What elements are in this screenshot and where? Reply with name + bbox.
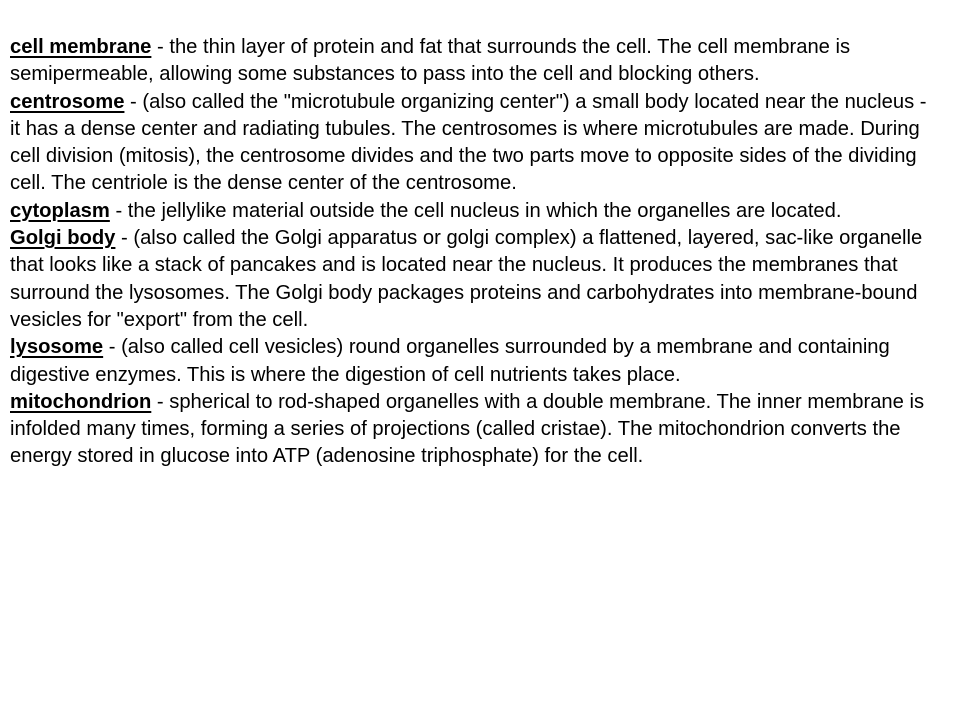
term-link-lysosome[interactable]: lysosome [10,336,104,359]
glossary-entry-golgi-body [10,225,940,334]
definition-cytoplasm: - the jellylike material outside the cell nucleus in which the organelles are located. [109,199,842,222]
definition-golgi-body: - (also called the Golgi apparatus or golgi complex) a flattened, layered, sac-like organelle that looks like a stack of pancakes and is located near the nucleus. It produces the membranes that surround the lysosomes. The Golgi body packages proteins and carbohydrates into membrane-bound vesicles for "export" from the cell. [10,227,923,331]
term-link-centrosome[interactable]: centrosome [10,90,125,113]
definition-mitochondrion: - spherical to rod-shaped organelles with a double membrane. The inner membrane is infolded many times, forming a series of projections (called cristae). The mitochondrion converts the energy stored in glucose into ATP (adenosine triphosphate) for the cell. [10,390,925,468]
term-link-cell-membrane[interactable]: cell membrane [10,36,152,58]
term-link-mitochondrion[interactable]: mitochondrion [10,390,152,413]
glossary-entry-centrosome [10,89,940,198]
glossary-entry-cell-membrane [10,34,940,89]
definition-cell-membrane: - the thin layer of protein and fat that surrounds the cell. The cell membrane is semipermeable, allowing some substances to pass into the cell and blocking others. [10,36,851,86]
definition-lysosome: - (also called cell vesicles) round organelles surrounded by a membrane and containing digestive enzymes. This is where the digestion of cell nutrients takes place. [10,336,890,386]
cell-glossary [10,34,940,471]
glossary-entry-lysosome [10,334,940,389]
term-link-golgi-body[interactable]: Golgi body [10,227,116,250]
glossary-entry-mitochondrion [10,389,940,471]
glossary-entry-cytoplasm [10,198,940,225]
term-link-cytoplasm[interactable]: cytoplasm [10,199,110,222]
definition-centrosome: - (also called the "microtubule organizing center") a small body located near the nucleus - it has a dense center and radiating tubules. The centrosomes is where microtubules are made. During cell division (mitosis), the centrosome divides and the two parts move to opposite sides of the dividing cell. The centriole is the dense center of the centrosome. [10,90,927,195]
